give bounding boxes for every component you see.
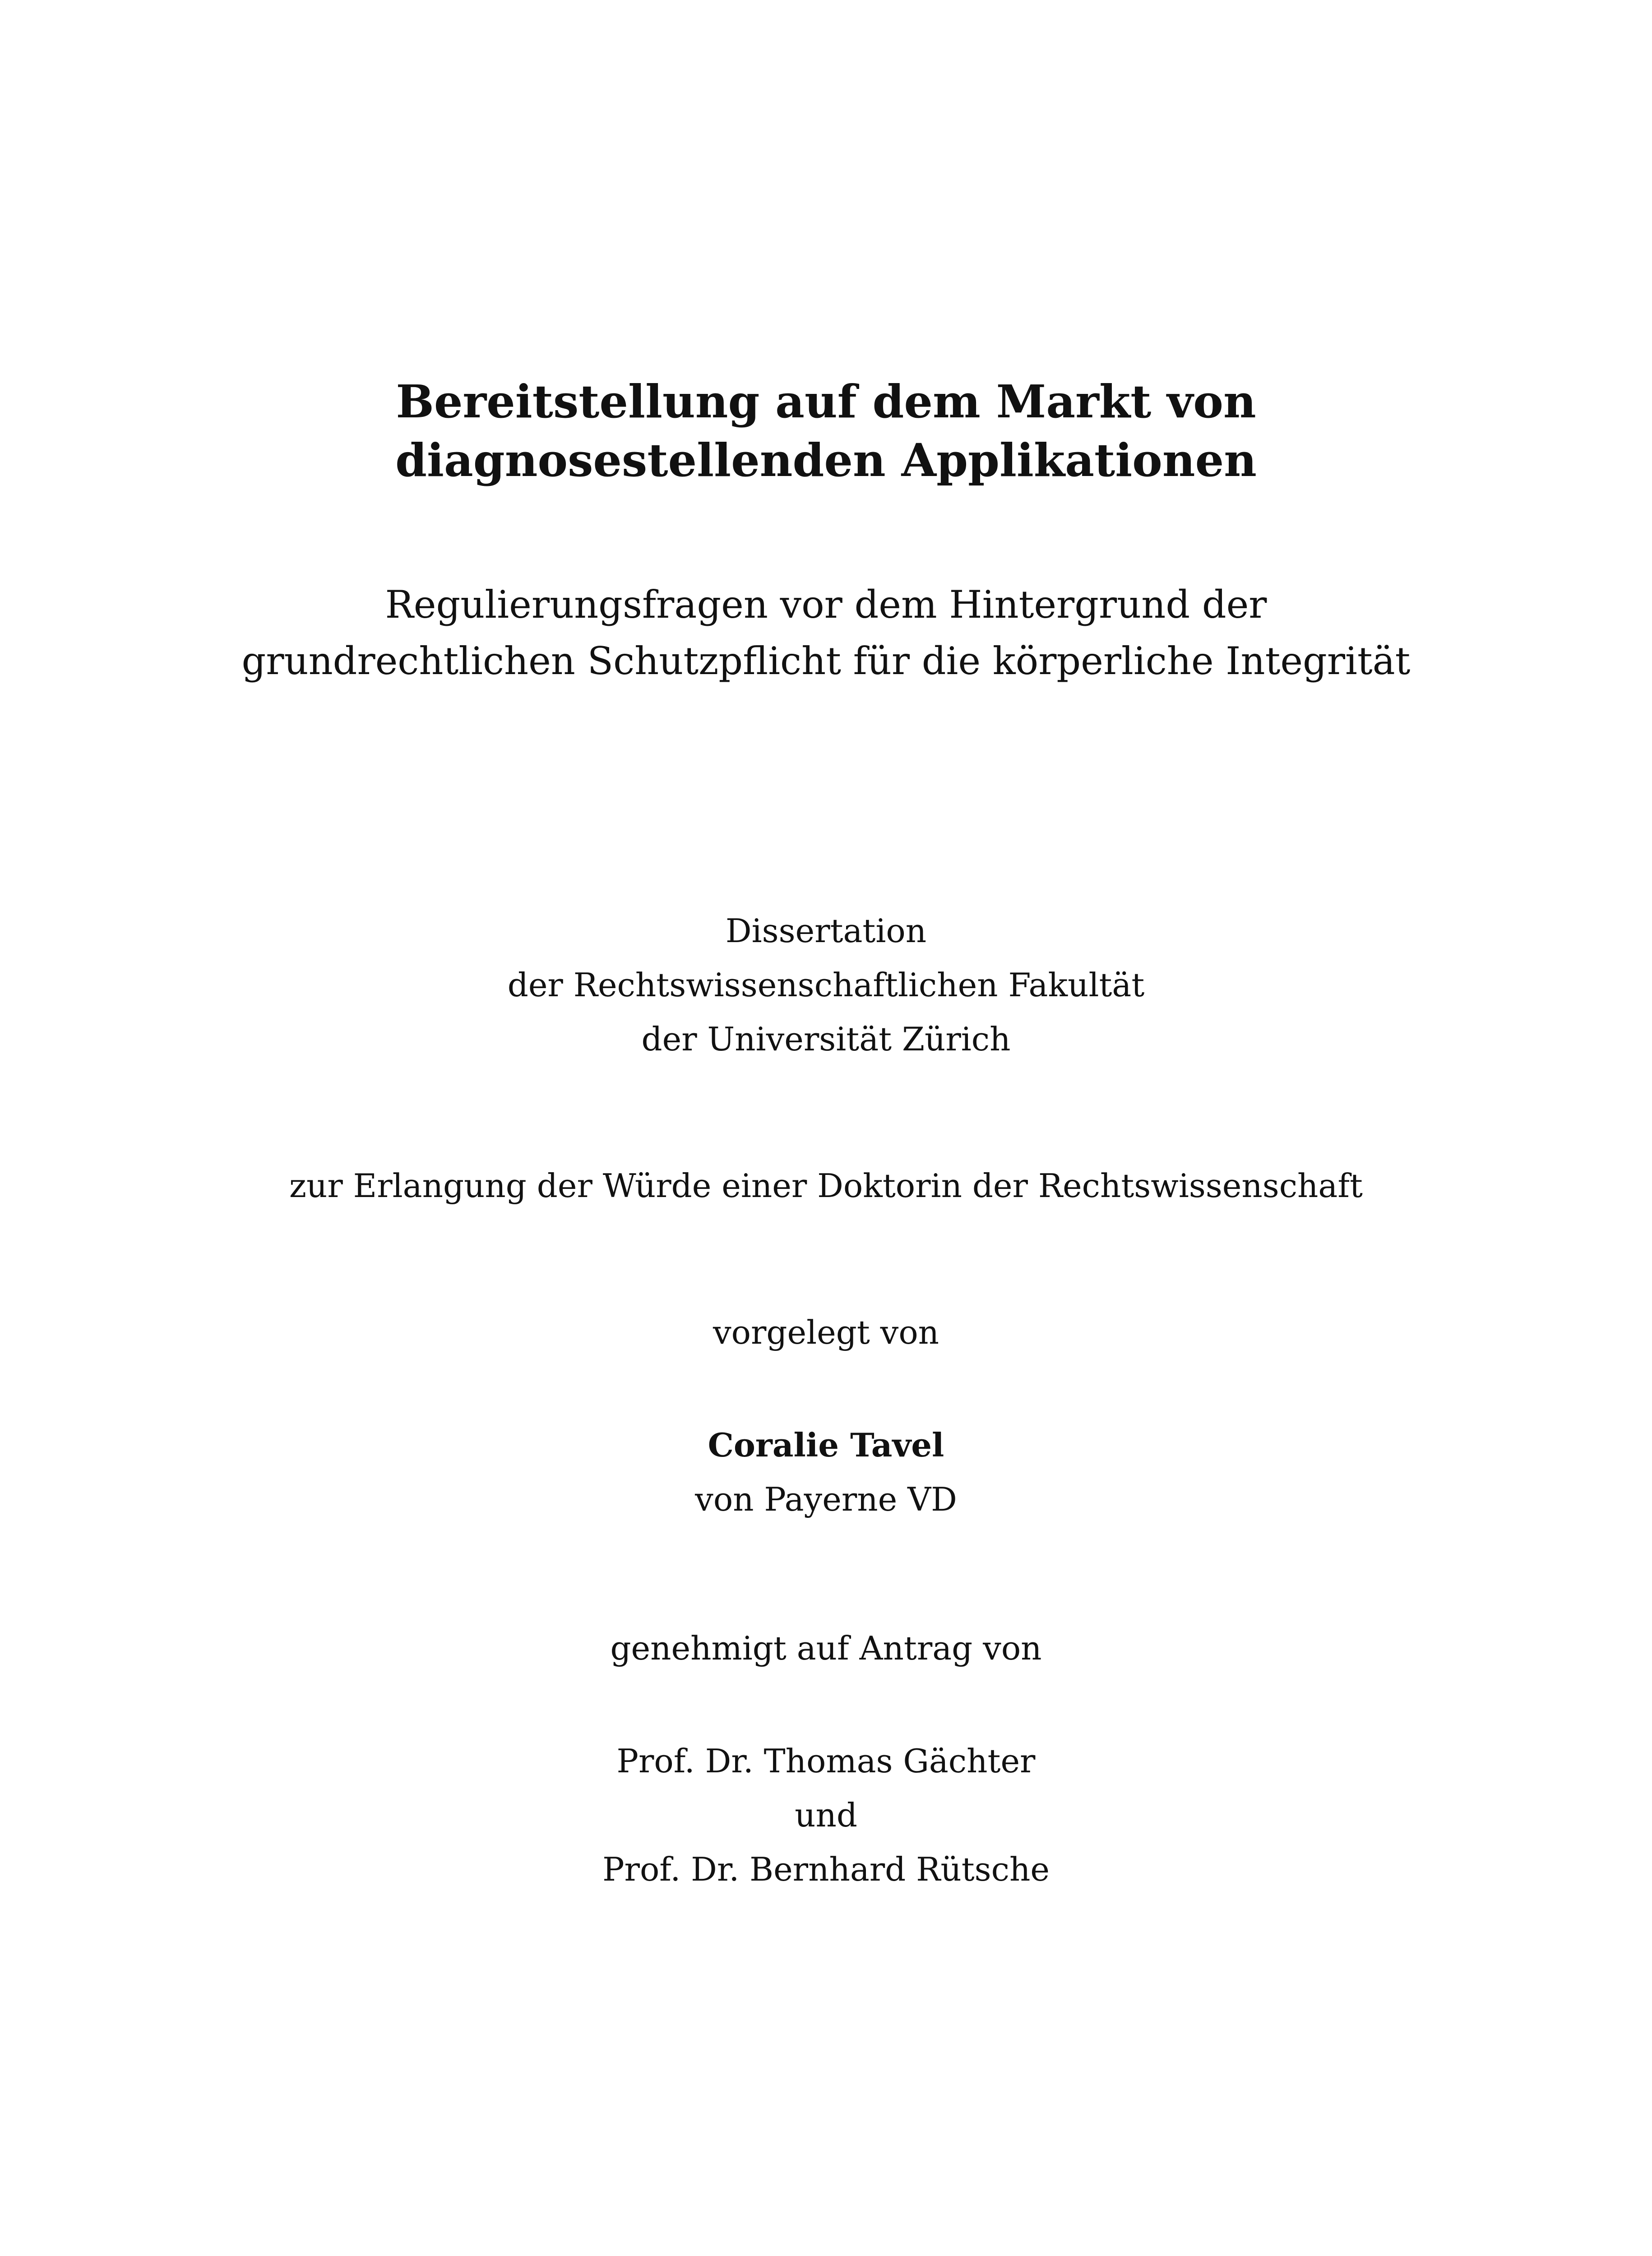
faculty-line: der Rechtswissenschaftlichen Fakultät — [507, 966, 1145, 1004]
submitted-by-label: vorgelegt von — [713, 1313, 939, 1351]
university-line: der Universität Zürich — [641, 1020, 1011, 1058]
degree-line: zur Erlangung der Würde einer Doktorin der Rechtswissenschaft — [289, 1167, 1363, 1205]
author-origin: von Payerne VD — [695, 1480, 957, 1518]
supervisor-conjunction: und — [795, 1796, 857, 1834]
dissertation-label: Dissertation — [725, 912, 927, 950]
title-line-1: Bereitstellung auf dem Markt von — [396, 375, 1256, 428]
supervisor-second: Prof. Dr. Bernhard Rütsche — [602, 1850, 1050, 1888]
subtitle-line-2: grundrechtlichen Schutzpflicht für die körperliche Integrität — [241, 639, 1411, 683]
subtitle-line-1: Regulierungsfragen vor dem Hintergrund der — [385, 582, 1267, 627]
title-line-2: diagnosestellenden Applikationen — [395, 434, 1257, 487]
author-name: Coralie Tavel — [708, 1426, 944, 1464]
supervisor-first: Prof. Dr. Thomas Gächter — [616, 1742, 1036, 1780]
approved-label: genehmigt auf Antrag von — [610, 1629, 1042, 1667]
